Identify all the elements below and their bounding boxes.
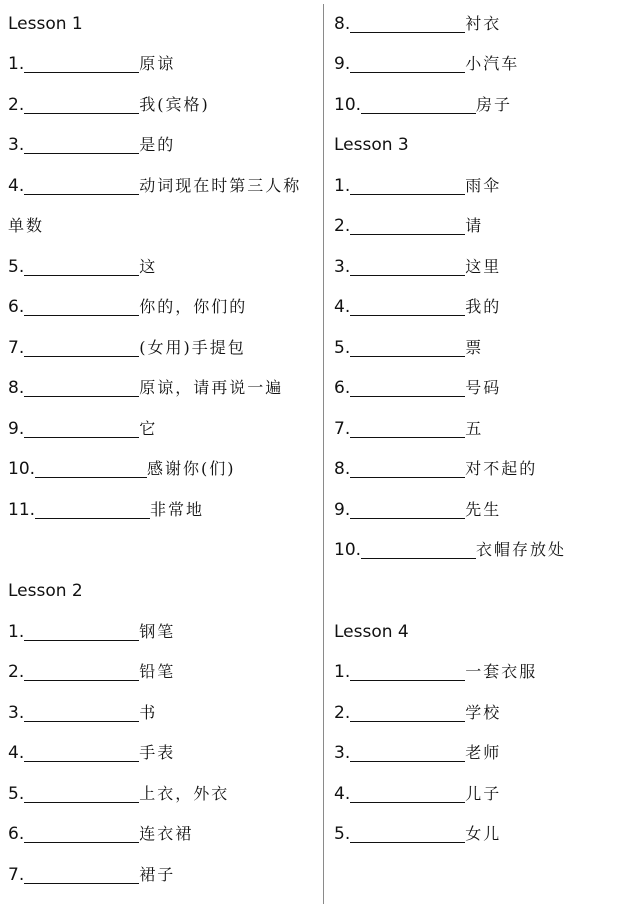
- answer-blank[interactable]: [24, 782, 139, 803]
- item-number: 10.: [8, 459, 36, 479]
- answer-blank[interactable]: [24, 255, 139, 276]
- list-item: [334, 253, 501, 281]
- item-number: 7.: [334, 419, 351, 439]
- answer-blank[interactable]: [24, 295, 139, 316]
- item-number: 4.: [8, 176, 25, 196]
- item-meaning: 雨伞: [465, 176, 502, 195]
- list-item: [334, 415, 483, 443]
- list-item: [334, 820, 501, 848]
- item-meaning: 我(宾格): [139, 95, 210, 114]
- answer-blank[interactable]: [350, 660, 465, 681]
- list-item: [8, 172, 301, 200]
- lesson-4-heading: Lesson 4: [334, 622, 409, 642]
- item-meaning: 动词现在时第三人称: [139, 176, 302, 195]
- list-item: [8, 699, 157, 727]
- list-item: [334, 374, 501, 402]
- item-number: 5.: [334, 824, 351, 844]
- list-item: [334, 50, 519, 78]
- item-meaning: 这里: [465, 257, 502, 276]
- answer-blank[interactable]: [24, 417, 139, 438]
- item-number: 3.: [334, 257, 351, 277]
- item-number: 7.: [8, 338, 25, 358]
- item-meaning: 对不起的: [465, 459, 538, 478]
- item-number: 8.: [334, 14, 351, 34]
- answer-blank[interactable]: [350, 376, 465, 397]
- list-item: [334, 496, 501, 524]
- list-item: [8, 50, 175, 78]
- item-number: 2.: [334, 216, 351, 236]
- answer-blank[interactable]: [350, 782, 465, 803]
- item-meaning: 号码: [465, 378, 502, 397]
- item-meaning: 书: [139, 703, 158, 722]
- answer-blank[interactable]: [350, 52, 465, 73]
- lesson-2-heading: Lesson 2: [8, 581, 83, 601]
- item-meaning: 单数: [8, 216, 45, 235]
- list-item: [8, 131, 175, 159]
- item-number: 8.: [334, 459, 351, 479]
- answer-blank[interactable]: [35, 457, 147, 478]
- item-meaning: 非常地: [150, 500, 205, 519]
- item-meaning: 五: [465, 419, 484, 438]
- answer-blank[interactable]: [350, 295, 465, 316]
- list-item: [8, 91, 210, 119]
- item-number: 11.: [8, 500, 36, 520]
- item-meaning: 感谢你(们): [147, 459, 236, 478]
- item-meaning: 先生: [465, 500, 502, 519]
- list-item: [334, 780, 501, 808]
- item-meaning: 裙子: [139, 865, 176, 884]
- answer-blank[interactable]: [361, 538, 476, 559]
- list-item: [8, 293, 247, 321]
- list-item: [334, 536, 566, 564]
- column-divider: [323, 4, 324, 904]
- answer-blank[interactable]: [350, 214, 465, 235]
- answer-blank[interactable]: [24, 741, 139, 762]
- answer-blank[interactable]: [24, 52, 139, 73]
- list-item: [8, 861, 175, 889]
- answer-blank[interactable]: [350, 417, 465, 438]
- item-number: 6.: [334, 378, 351, 398]
- list-item-continuation: [8, 212, 44, 240]
- answer-blank[interactable]: [24, 93, 139, 114]
- answer-blank[interactable]: [350, 336, 465, 357]
- list-item: [8, 374, 283, 402]
- item-meaning: 钢笔: [139, 622, 176, 641]
- item-meaning: 上衣，外衣: [139, 784, 230, 803]
- list-item: [334, 455, 537, 483]
- list-item: [8, 739, 175, 767]
- item-number: 3.: [334, 743, 351, 763]
- item-number: 9.: [334, 500, 351, 520]
- item-number: 5.: [8, 257, 25, 277]
- list-item: [334, 172, 501, 200]
- list-item: [8, 415, 157, 443]
- item-meaning: 我的: [465, 297, 502, 316]
- item-meaning: 原谅，请再说一遍: [139, 378, 284, 397]
- list-item: [8, 496, 204, 524]
- list-item: [334, 658, 537, 686]
- item-meaning: 女儿: [465, 824, 502, 843]
- item-meaning: 衬衣: [465, 14, 502, 33]
- list-item: [8, 334, 246, 362]
- item-meaning: 衣帽存放处: [476, 540, 567, 559]
- item-meaning: 它: [139, 419, 158, 438]
- item-meaning: 请: [465, 216, 484, 235]
- answer-blank[interactable]: [350, 822, 465, 843]
- item-meaning: 老师: [465, 743, 502, 762]
- lesson-3-heading: Lesson 3: [334, 135, 409, 155]
- list-item: [334, 212, 483, 240]
- item-number: 10.: [334, 95, 362, 115]
- item-number: 3.: [8, 703, 25, 723]
- answer-blank[interactable]: [350, 498, 465, 519]
- list-item: [8, 780, 229, 808]
- list-item: [334, 10, 501, 38]
- list-item: [8, 455, 236, 483]
- item-number: 5.: [334, 338, 351, 358]
- item-meaning: 连衣裙: [139, 824, 194, 843]
- answer-blank[interactable]: [35, 498, 150, 519]
- answer-blank[interactable]: [350, 174, 465, 195]
- item-number: 4.: [8, 743, 25, 763]
- item-number: 2.: [8, 95, 25, 115]
- item-number: 1.: [334, 662, 351, 682]
- list-item: [8, 618, 175, 646]
- item-number: 1.: [8, 54, 25, 74]
- item-meaning: 儿子: [465, 784, 502, 803]
- item-meaning: 原谅: [139, 54, 176, 73]
- answer-blank[interactable]: [350, 255, 465, 276]
- item-number: 6.: [8, 824, 25, 844]
- list-item: [334, 91, 512, 119]
- list-item: [8, 658, 175, 686]
- answer-blank[interactable]: [361, 93, 476, 114]
- list-item: [8, 820, 193, 848]
- item-number: 1.: [8, 622, 25, 642]
- item-number: 1.: [334, 176, 351, 196]
- answer-blank[interactable]: [24, 336, 139, 357]
- answer-blank[interactable]: [24, 376, 139, 397]
- list-item: [8, 253, 157, 281]
- answer-blank[interactable]: [24, 822, 139, 843]
- answer-blank[interactable]: [24, 701, 139, 722]
- item-meaning: 一套衣服: [465, 662, 538, 681]
- item-number: 2.: [8, 662, 25, 682]
- item-meaning: 你的，你们的: [139, 297, 248, 316]
- answer-blank[interactable]: [24, 133, 139, 154]
- item-number: 9.: [8, 419, 25, 439]
- item-number: 4.: [334, 784, 351, 804]
- item-meaning: 学校: [465, 703, 502, 722]
- answer-blank[interactable]: [350, 741, 465, 762]
- item-meaning: 票: [465, 338, 484, 357]
- item-meaning: 小汽车: [465, 54, 520, 73]
- answer-blank[interactable]: [350, 457, 465, 478]
- list-item: [334, 293, 501, 321]
- list-item: [334, 739, 501, 767]
- answer-blank[interactable]: [24, 174, 139, 195]
- item-number: 3.: [8, 135, 25, 155]
- answer-blank[interactable]: [24, 620, 139, 641]
- item-meaning: 房子: [476, 95, 513, 114]
- item-number: 8.: [8, 378, 25, 398]
- item-meaning: 铅笔: [139, 662, 176, 681]
- answer-blank[interactable]: [350, 12, 465, 33]
- answer-blank[interactable]: [24, 863, 139, 884]
- item-number: 10.: [334, 540, 362, 560]
- item-number: 5.: [8, 784, 25, 804]
- answer-blank[interactable]: [350, 701, 465, 722]
- item-number: 7.: [8, 865, 25, 885]
- lesson-1-heading: Lesson 1: [8, 14, 83, 34]
- item-meaning: (女用)手提包: [139, 338, 246, 357]
- item-number: 4.: [334, 297, 351, 317]
- item-number: 6.: [8, 297, 25, 317]
- item-number: 9.: [334, 54, 351, 74]
- item-number: 2.: [334, 703, 351, 723]
- item-meaning: 是的: [139, 135, 176, 154]
- item-meaning: 这: [139, 257, 158, 276]
- list-item: [334, 699, 501, 727]
- item-meaning: 手表: [139, 743, 176, 762]
- list-item: [334, 334, 483, 362]
- answer-blank[interactable]: [24, 660, 139, 681]
